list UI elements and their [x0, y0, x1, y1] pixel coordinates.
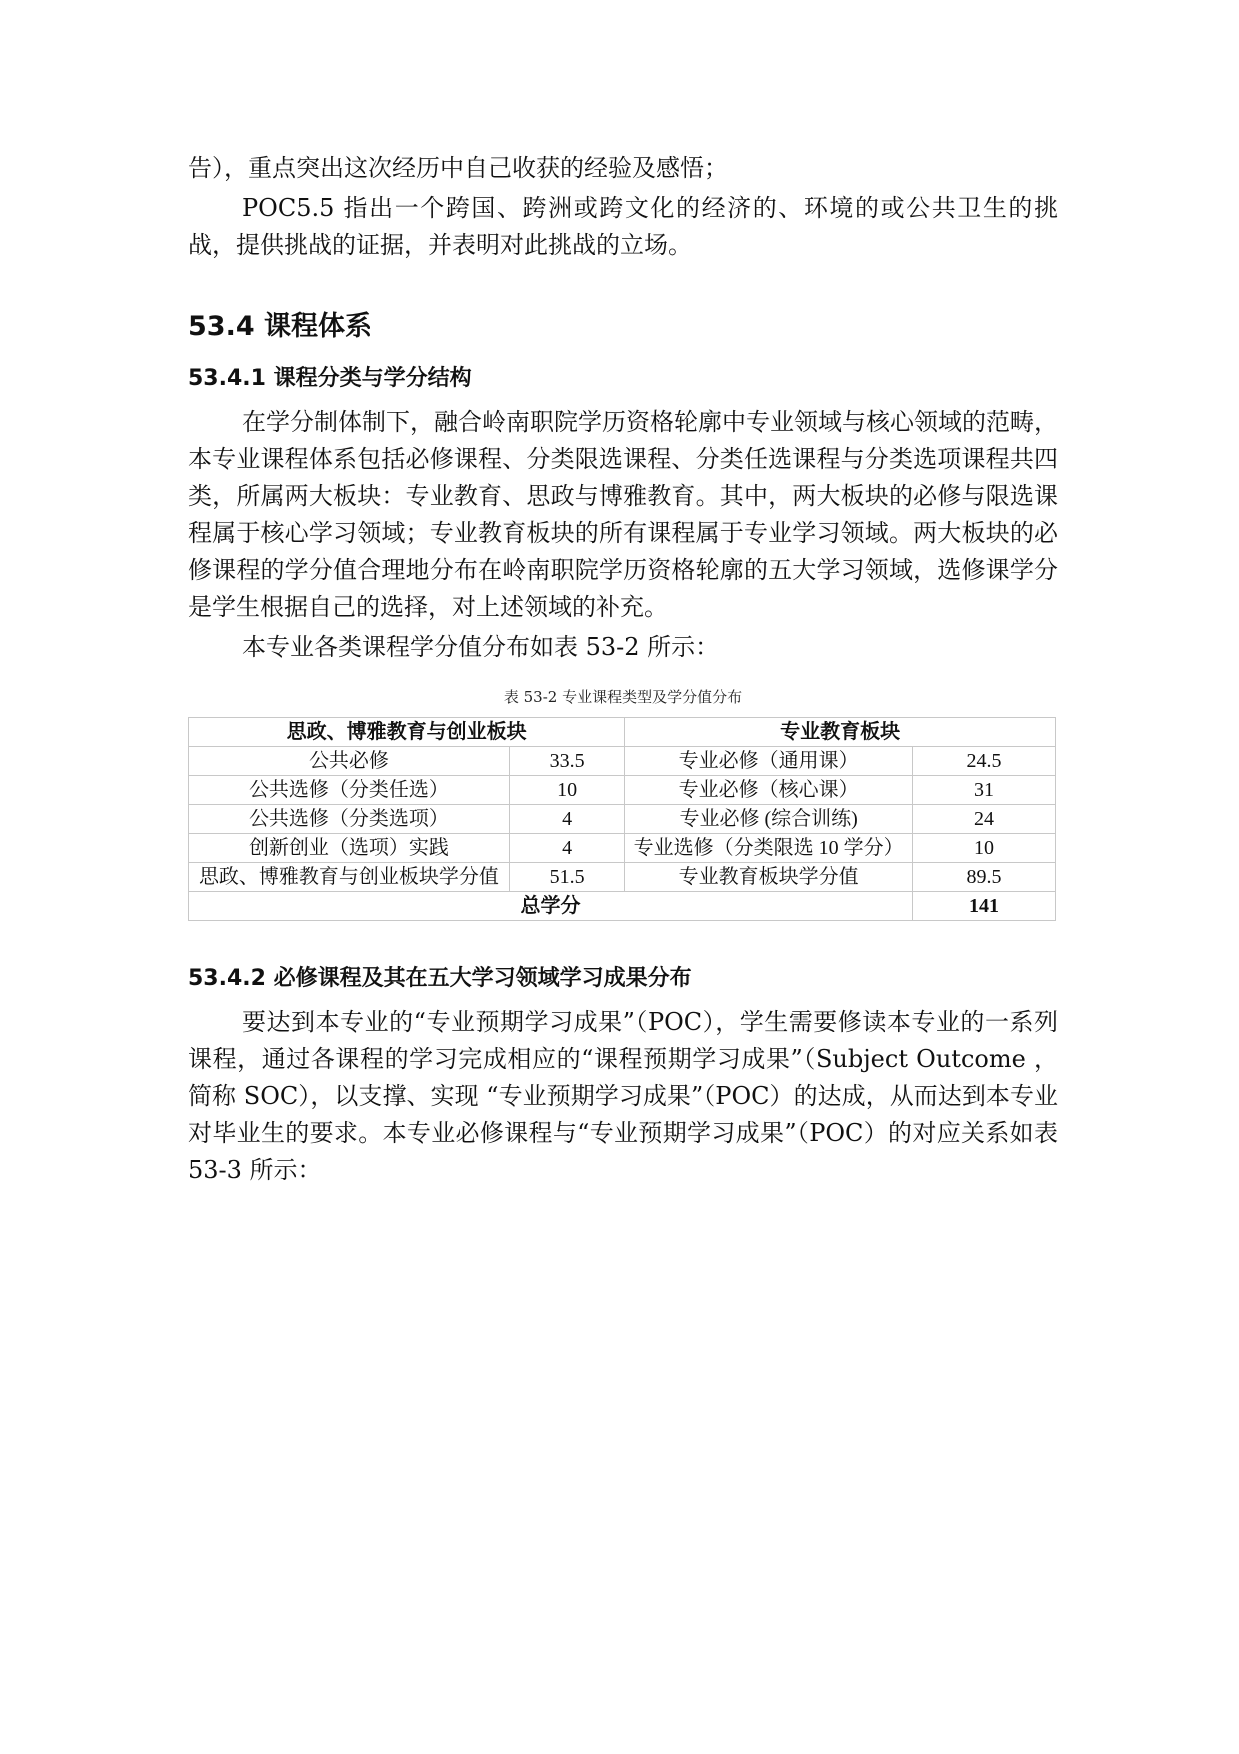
- subsection-2-title: 53.4.2 必修课程及其在五大学习领域学习成果分布: [188, 966, 692, 991]
- cell-credit: 4: [509, 805, 624, 834]
- table-row: [189, 834, 1056, 863]
- total-label: 总学分: [189, 892, 913, 921]
- subsection-2-paragraph: 要达到本专业的“专业预期学习成果”（POC），学生需要修读本专业的一系列课程，通过各课程的学习完成相应的“课程预期学习成果”（Subject Outcome ，简称 SOC），以支撑、实现 “专业预期学习成果”（POC）的达成，从而达到本专业对毕业生的要求。本专业必修课程与“专业预期学习成果”（POC）的对应关系如表 53-3 所示：: [188, 1008, 1058, 1184]
- table-caption: 表 53-2 专业课程类型及学分值分布: [503, 688, 743, 706]
- subsection-1-paragraph-1: 在学分制体制下，融合岭南职院学历资格轮廓中专业领域与核心领域的范畴，本专业课程体系包括必修课程、分类限选课程、分类任选课程与分类选项课程共四类，所属两大板块：专业教育、思政与博雅教育。其中，两大板块的必修与限选课程属于核心学习领域；专业教育板块的所有课程属于专业学习领域。两大板块的必修课程的学分值合理地分布在岭南职院学历资格轮廓的五大学习领域，选修课学分是学生根据自己的选择，对上述领域的补充。: [188, 408, 1058, 621]
- cell-category: 公共必修: [189, 747, 510, 776]
- cell-credit: 89.5: [912, 863, 1055, 892]
- table-header-row: [189, 718, 1056, 747]
- cell-category: 专业教育板块学分值: [625, 863, 913, 892]
- subsection-1-paragraph-2: 本专业各类课程学分值分布如表 53-2 所示：: [242, 633, 720, 661]
- section-title: 53.4 课程体系: [188, 311, 373, 342]
- cell-credit: 24.5: [912, 747, 1055, 776]
- cell-category: 专业选修（分类限选 10 学分）: [625, 834, 913, 863]
- cell-credit: 4: [509, 834, 624, 863]
- cell-category: 思政、博雅教育与创业板块学分值: [189, 863, 510, 892]
- subsection-1-title: 53.4.1 课程分类与学分结构: [188, 366, 472, 391]
- table-row: [189, 805, 1056, 834]
- header-right: 专业教育板块: [625, 718, 1056, 747]
- cell-category: 公共选修（分类任选）: [189, 776, 510, 805]
- cell-category: 专业必修 (综合训练): [625, 805, 913, 834]
- cell-credit: 10: [509, 776, 624, 805]
- cell-credit: 24: [912, 805, 1055, 834]
- cell-category: 专业必修（核心课）: [625, 776, 913, 805]
- cell-category: 公共选修（分类选项）: [189, 805, 510, 834]
- table-row: [189, 776, 1056, 805]
- header-left: 思政、博雅教育与创业板块: [189, 718, 625, 747]
- table-row: [189, 747, 1056, 776]
- table-row: [189, 863, 1056, 892]
- intro-paragraph-1: 告），重点突出这次经历中自己收获的经验及感悟；: [188, 154, 728, 182]
- document-page: [188, 150, 1058, 1189]
- cell-category: 创新创业（选项）实践: [189, 834, 510, 863]
- credit-distribution-table: [188, 717, 1056, 921]
- cell-credit: 10: [912, 834, 1055, 863]
- total-value: 141: [912, 892, 1055, 921]
- intro-paragraph-2: POC5.5 指出一个跨国、跨洲或跨文化的经济的、环境的或公共卫生的挑战，提供挑战的证据，并表明对此挑战的立场。: [188, 194, 1058, 259]
- table-total-row: [189, 892, 1056, 921]
- cell-credit: 51.5: [509, 863, 624, 892]
- cell-category: 专业必修（通用课）: [625, 747, 913, 776]
- cell-credit: 33.5: [509, 747, 624, 776]
- cell-credit: 31: [912, 776, 1055, 805]
